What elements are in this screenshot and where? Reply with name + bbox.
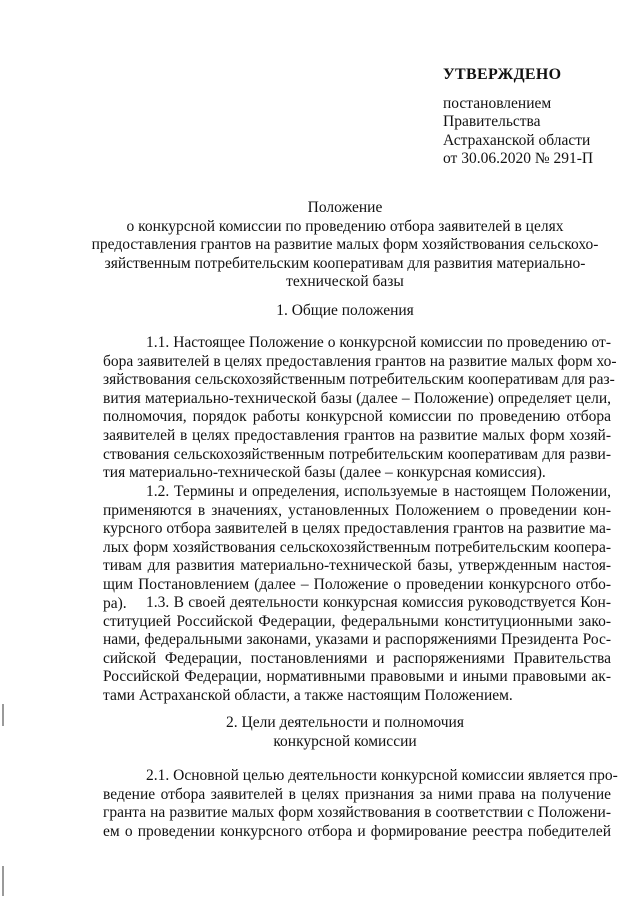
paragraph-line: ституцией Российской Федерации, федеральными конституционными зако- (103, 612, 611, 630)
paragraph-line: 1.2. Термины и определения, используемые в настоящем Положении, (146, 483, 611, 500)
title-line: о конкурсной комиссии по проведению отбора заявителей в целях (126, 217, 564, 235)
paragraph-line: бора заявителей в целях предоставления грантов на развитие малых форм хо- (103, 352, 617, 370)
paragraph-line: 2.1. Основной целью деятельности конкурсной комиссии является про- (146, 767, 618, 784)
paragraph-1-1 (103, 334, 617, 483)
paragraph-line: ем о проведении конкурсного отбора и формирование реестра победителей (103, 822, 611, 840)
paragraph-line: заявителей в целях предоставления грантов на развитие малых форм хозяй- (103, 426, 611, 444)
approval-line: Астраханской области (443, 131, 591, 149)
paragraph-line: применяются в значениях, установленных Положением о проведении кон- (103, 501, 611, 519)
approval-date-number: от 30.06.2020 № 291-П (443, 150, 594, 167)
paragraph-line: тивам для развития материально-технической базы, утвержденным настоя- (103, 557, 611, 575)
paragraph-1-3 (103, 594, 611, 706)
scan-edge-mark (2, 704, 4, 726)
title-line: зяйственным потребительским кооперативам для развития материально- (104, 254, 586, 272)
section-2-title-line: 2. Цели деятельности и полномочия (226, 714, 464, 731)
approval-stamp-block (443, 66, 623, 169)
paragraph-line: зяйствования сельскохозяйственным потребительским кооперативам для раз- (103, 371, 615, 389)
document-title (80, 199, 610, 292)
paragraph-line: Российской Федерации, нормативными правовыми и иными правовыми ак- (103, 668, 611, 686)
section-2-heading (80, 714, 610, 751)
paragraph-line: нами, федеральными законами, указами и распоряжениями Президента Рос- (103, 631, 611, 649)
approval-line: постановлением (443, 94, 552, 112)
scan-edge-mark (2, 866, 4, 896)
paragraph-line: вития материально-технической базы (далее – Положение) определяет цели, (103, 389, 611, 407)
paragraph-line: ра). (103, 594, 127, 612)
paragraph-line: тия материально-технической базы (далее – конкурсная комиссия). (103, 464, 546, 482)
paragraph-line: сийской Федерации, постановлениями и распоряжениями Правительства (103, 649, 611, 667)
paragraph-line: 1.3. В своей деятельности конкурсная комиссия руководствуется Кон- (146, 594, 611, 611)
paragraph-line: лых форм хозяйствования сельскохозяйственным потребительским коопера- (103, 538, 611, 556)
paragraph-line: 1.1. Настоящее Положение о конкурсной комиссии по проведению от- (146, 334, 611, 351)
title-line: Положение (307, 199, 383, 216)
title-line: технической базы (286, 273, 404, 291)
paragraph-line: полномочия, порядок работы конкурсной комиссии по проведению отбора (103, 408, 611, 426)
paragraph-line: щим Постановлением (далее – Положение о проведении конкурсного отбо- (103, 575, 611, 593)
title-line: предоставления грантов на развитие малых форм хозяйствования сельскохо- (91, 236, 599, 254)
paragraph-line: ствования сельскохозяйственным потребительским кооперативам для разви- (103, 445, 611, 463)
paragraph-line: ведение отбора заявителей в целях признания за ними права на получение (103, 785, 611, 803)
paragraph-line: гранта на развитие малых форм хозяйствования в соответствии с Положени- (103, 804, 611, 822)
section-2-title-line: конкурсной комиссии (273, 732, 417, 750)
paragraph-line: тами Астраханской области, а также настоящим Положением. (103, 686, 513, 704)
approval-line: Правительства (443, 113, 541, 130)
approval-title: УТВЕРЖДЕНО (443, 66, 562, 83)
paragraph-line: курсного отбора заявителей в целях предоставления грантов на развитие ма- (103, 520, 611, 538)
section-1-heading (80, 302, 610, 321)
paragraph-2-1 (103, 767, 618, 841)
section-1-title-text: 1. Общие положения (276, 302, 414, 319)
